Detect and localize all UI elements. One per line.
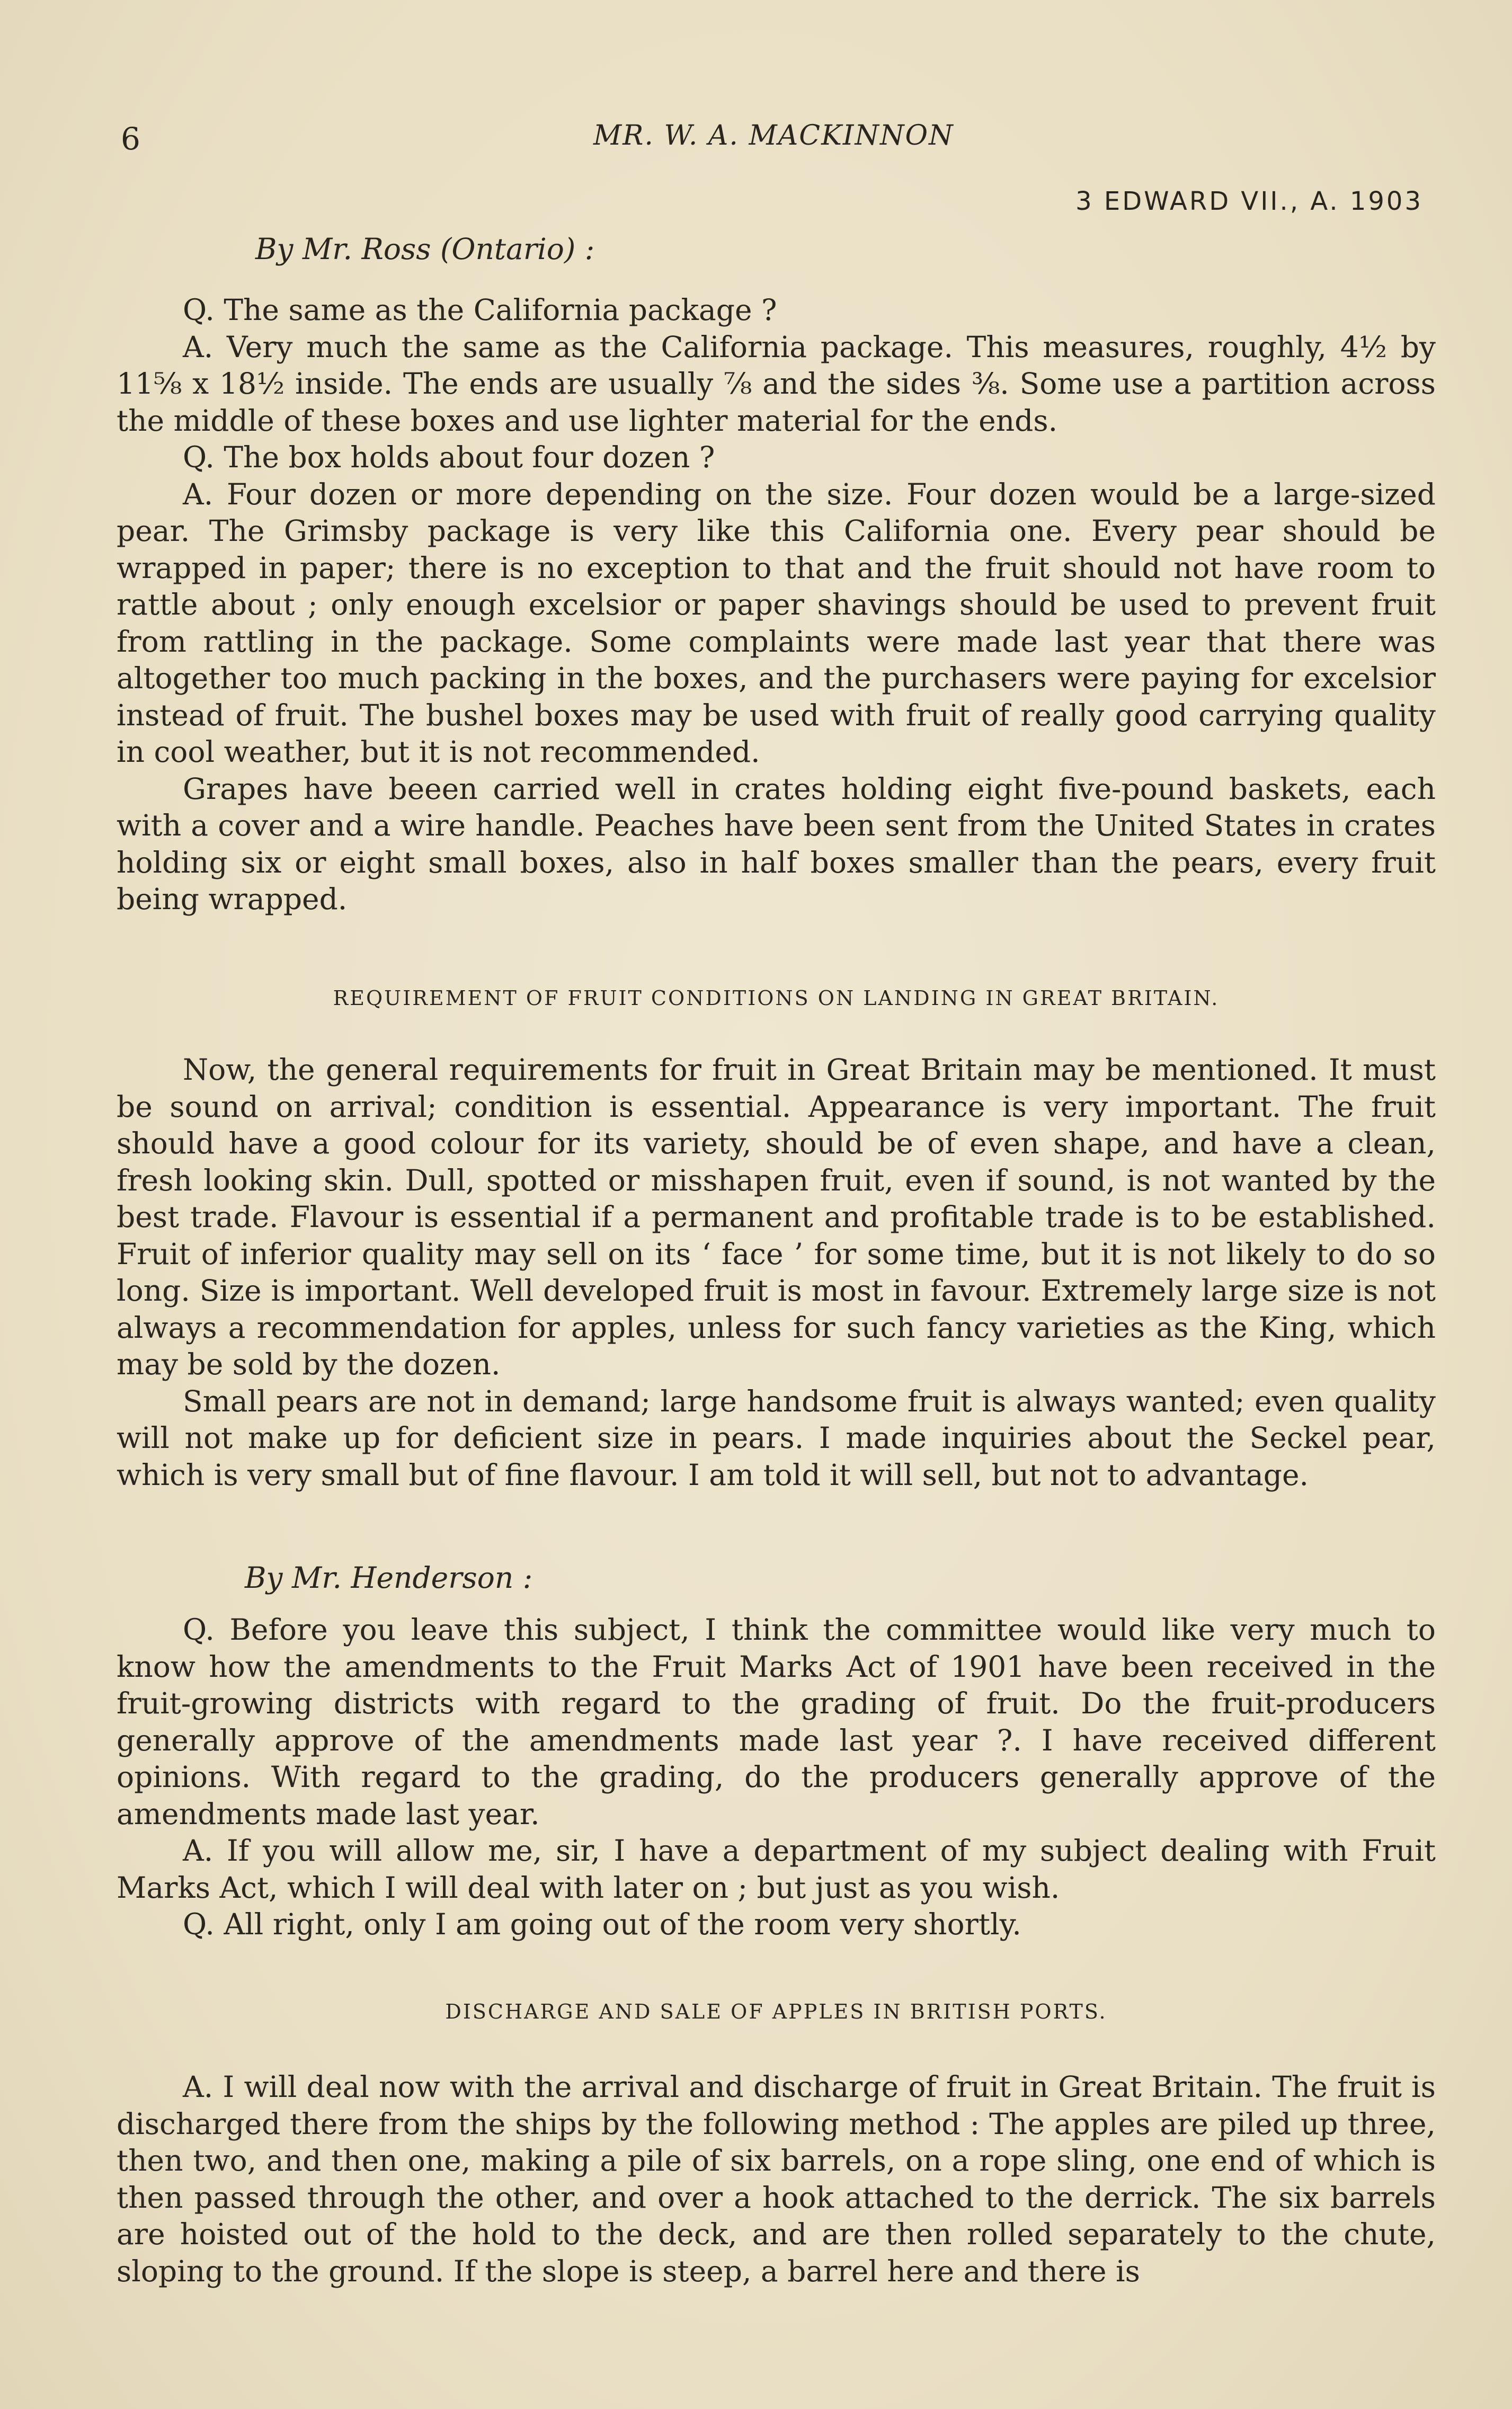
page-number: 6 <box>121 121 140 157</box>
paragraph: Now, the general requirements for fruit in Great Britain may be mentioned. It must be sound on arrival; condition is essential. Appearance is very important. The fruit should have a good colour for its variety, should be of even shape, and have a clean, fresh looking skin. Dull, spotted or misshapen fruit, even if sound, is not wanted by the best trade. Flavour is essential if a permanent and profitable trade is to be established. Fruit of inferior quality may sell on its ‘ face ’ for some time, but it is not likely to do so long. Size is important. Well developed fruit is most in favour. Extremely large size is not always a recommendation for apples, unless for such fancy varieties as the King, which may be sold by the dozen. <box>117 1053 1436 1381</box>
text-block-ross <box>117 292 1436 918</box>
section-heading-requirement: REQUIREMENT OF FRUIT CONDITIONS ON LANDING IN GREAT BRITAIN. <box>333 986 1220 1010</box>
section-heading-discharge: DISCHARGE AND SALE OF APPLES IN BRITISH PORTS. <box>445 2000 1107 2023</box>
paragraph-question: Q. The same as the California package ? <box>183 293 777 327</box>
paragraph-answer: A. I will deal now with the arrival and discharge of fruit in Great Britain. The fruit is discharged there from the ships by the following method : The apples are piled up three, then two, and then one, making a pile of six barrels, on a rope sling, one end of which is then passed through the other, and over a hook attached to the derrick. The six barrels are hoisted out of the hold to the deck, and are then rolled separately to the chute, sloping to the ground. If the slope is steep, a barrel here and there is <box>117 2070 1436 2288</box>
paragraph-question: Q. The box holds about four dozen ? <box>183 440 715 474</box>
paragraph: Grapes have beeen carried well in crates holding eight five-pound baskets, each with a cover and a wire handle. Peaches have been sent from the United States in crates holding six or eight small boxes, also in half boxes smaller than the pears, every fruit being wrapped. <box>117 771 1436 916</box>
paragraph-question: Q. Before you leave this subject, I think the committee would like very much to know how the amendments to the Fruit Marks Act of 1901 have been received in the fruit-growing districts with regard to the grading of fruit. Do the fruit-producers generally approve of the amendments made last year ?. I have received different opinions. With regard to the grading, do the producers generally approve of the amendments made last year. <box>117 1613 1436 1831</box>
paragraph-answer: A. Four dozen or more depending on the size. Four dozen would be a large-sized pear. The Grimsby package is very like this California one. Every pear should be wrapped in paper; there is no exception to that and the fruit should not have room to rattle about ; only enough excelsior or paper shavings should be used to prevent fruit from rattling in the package. Some complaints were made last year that there was altogether too much packing in the boxes, and the purchasers were paying for excelsior instead of fruit. The bushel boxes may be used with fruit of really good carrying quality in cool weather, but it is not recommended. <box>117 477 1436 769</box>
running-head: MR. W. A. MACKINNON <box>593 120 954 152</box>
paragraph-answer: A. Very much the same as the California package. This measures, roughly, 4½ by 11⅝ x 18½ inside. The ends are usually ⅞ and the sides ⅜. Some use a partition across the middle of these boxes and use lighter material for the ends. <box>117 330 1436 438</box>
speaker-heading-ross: By Mr. Ross (Ontario) : <box>255 232 595 266</box>
speaker-heading-henderson: By Mr. Henderson : <box>245 1561 533 1595</box>
text-block-discharge <box>117 2069 1436 2290</box>
text-block-henderson <box>117 1612 1436 1943</box>
paragraph-question: Q. All right, only I am going out of the room very shortly. <box>183 1907 1021 1941</box>
paragraph: Small pears are not in demand; large handsome fruit is always wanted; even quality will not make up for deficient size in pears. I made inquiries about the Seckel pear, which is very small but of fine flavour. I am told it will sell, but not to advantage. <box>117 1384 1436 1492</box>
text-block-requirements <box>117 1052 1436 1494</box>
session-label: 3 EDWARD VII., A. 1903 <box>1075 186 1423 216</box>
paragraph-answer: A. If you will allow me, sir, I have a department of my subject dealing with Fruit Marks Act, which I will deal with later on ; but just as you wish. <box>117 1834 1436 1905</box>
